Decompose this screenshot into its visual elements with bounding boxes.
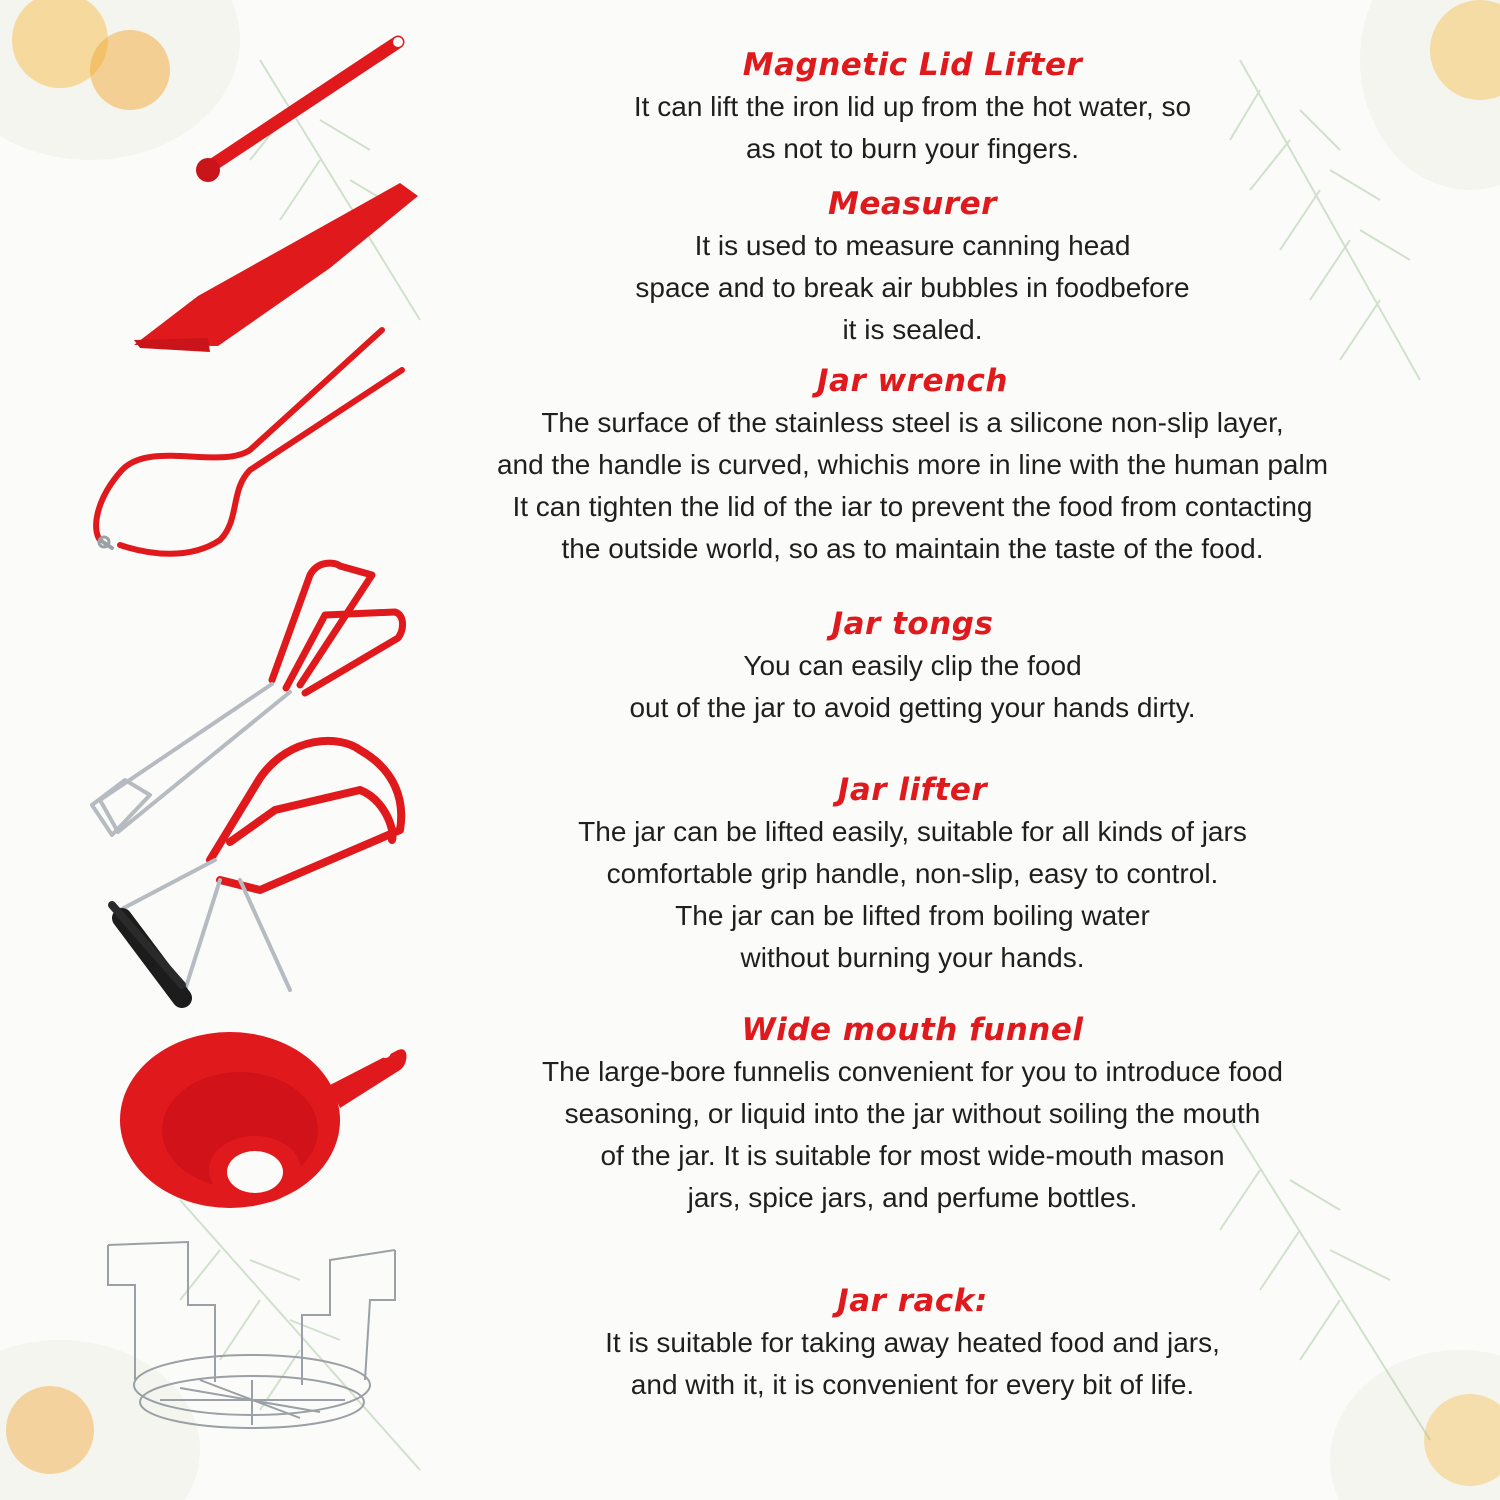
- section-jar-tongs: [420, 603, 1405, 729]
- section-title: Jar lifter: [837, 772, 988, 808]
- wide-mouth-funnel-image: [120, 1032, 407, 1208]
- section-jar-wrench: [420, 360, 1405, 570]
- section-magnetic-lid-lifter: [420, 44, 1405, 170]
- section-title: Jar wrench: [817, 363, 1008, 399]
- section-jar-rack: [420, 1280, 1405, 1406]
- section-text: and with it, it is convenient for every bit of life.: [630, 1369, 1195, 1400]
- section-text: out of the jar to avoid getting your hands dirty.: [629, 692, 1196, 723]
- section-text: The surface of the stainless steel is a silicone non-slip layer,: [541, 407, 1284, 438]
- section-text: The large-bore funnelis convenient for you to introduce food: [542, 1056, 1283, 1087]
- section-text: of the jar. It is suitable for most wide-mouth mason: [600, 1140, 1225, 1171]
- section-text: it is sealed.: [842, 314, 983, 345]
- section-text: and the handle is curved, whichis more in line with the human palm: [496, 449, 1329, 480]
- section-text: without burning your hands.: [740, 942, 1085, 973]
- section-text: You can easily clip the food: [743, 650, 1082, 681]
- jar-wrench-image: [96, 330, 402, 554]
- section-text: as not to burn your fingers.: [745, 133, 1080, 164]
- section-jar-lifter: [420, 769, 1405, 979]
- jar-rack-image: [108, 1242, 395, 1428]
- section-title: Jar rack:: [837, 1283, 988, 1319]
- section-measurer: [420, 183, 1405, 351]
- section-text: The jar can be lifted easily, suitable for all kinds of jars: [578, 816, 1247, 847]
- section-text: space and to break air bubbles in foodbefore: [635, 272, 1190, 303]
- section-text: the outside world, so as to maintain the taste of the food.: [561, 533, 1264, 564]
- measurer-image: [134, 183, 418, 352]
- jar-lifter-image: [112, 741, 401, 998]
- magnetic-lid-lifter-image: [196, 37, 403, 182]
- section-title: Magnetic Lid Lifter: [742, 47, 1083, 83]
- section-text: The jar can be lifted from boiling water: [675, 900, 1150, 931]
- section-text: It is used to measure canning head: [694, 230, 1131, 261]
- section-text: comfortable grip handle, non-slip, easy to control.: [606, 858, 1219, 889]
- section-title: Jar tongs: [831, 606, 994, 642]
- section-text: It can lift the iron lid up from the hot water, so: [633, 91, 1192, 122]
- section-title: Measurer: [828, 186, 997, 222]
- section-text: jars, spice jars, and perfume bottles.: [687, 1182, 1138, 1213]
- section-title: Wide mouth funnel: [741, 1012, 1084, 1048]
- section-wide-mouth-funnel: [420, 1009, 1405, 1219]
- section-text: It is suitable for taking away heated food and jars,: [605, 1327, 1220, 1358]
- section-text: seasoning, or liquid into the jar without soiling the mouth: [564, 1098, 1261, 1129]
- section-text: It can tighten the lid of the iar to prevent the food from contacting: [512, 491, 1313, 522]
